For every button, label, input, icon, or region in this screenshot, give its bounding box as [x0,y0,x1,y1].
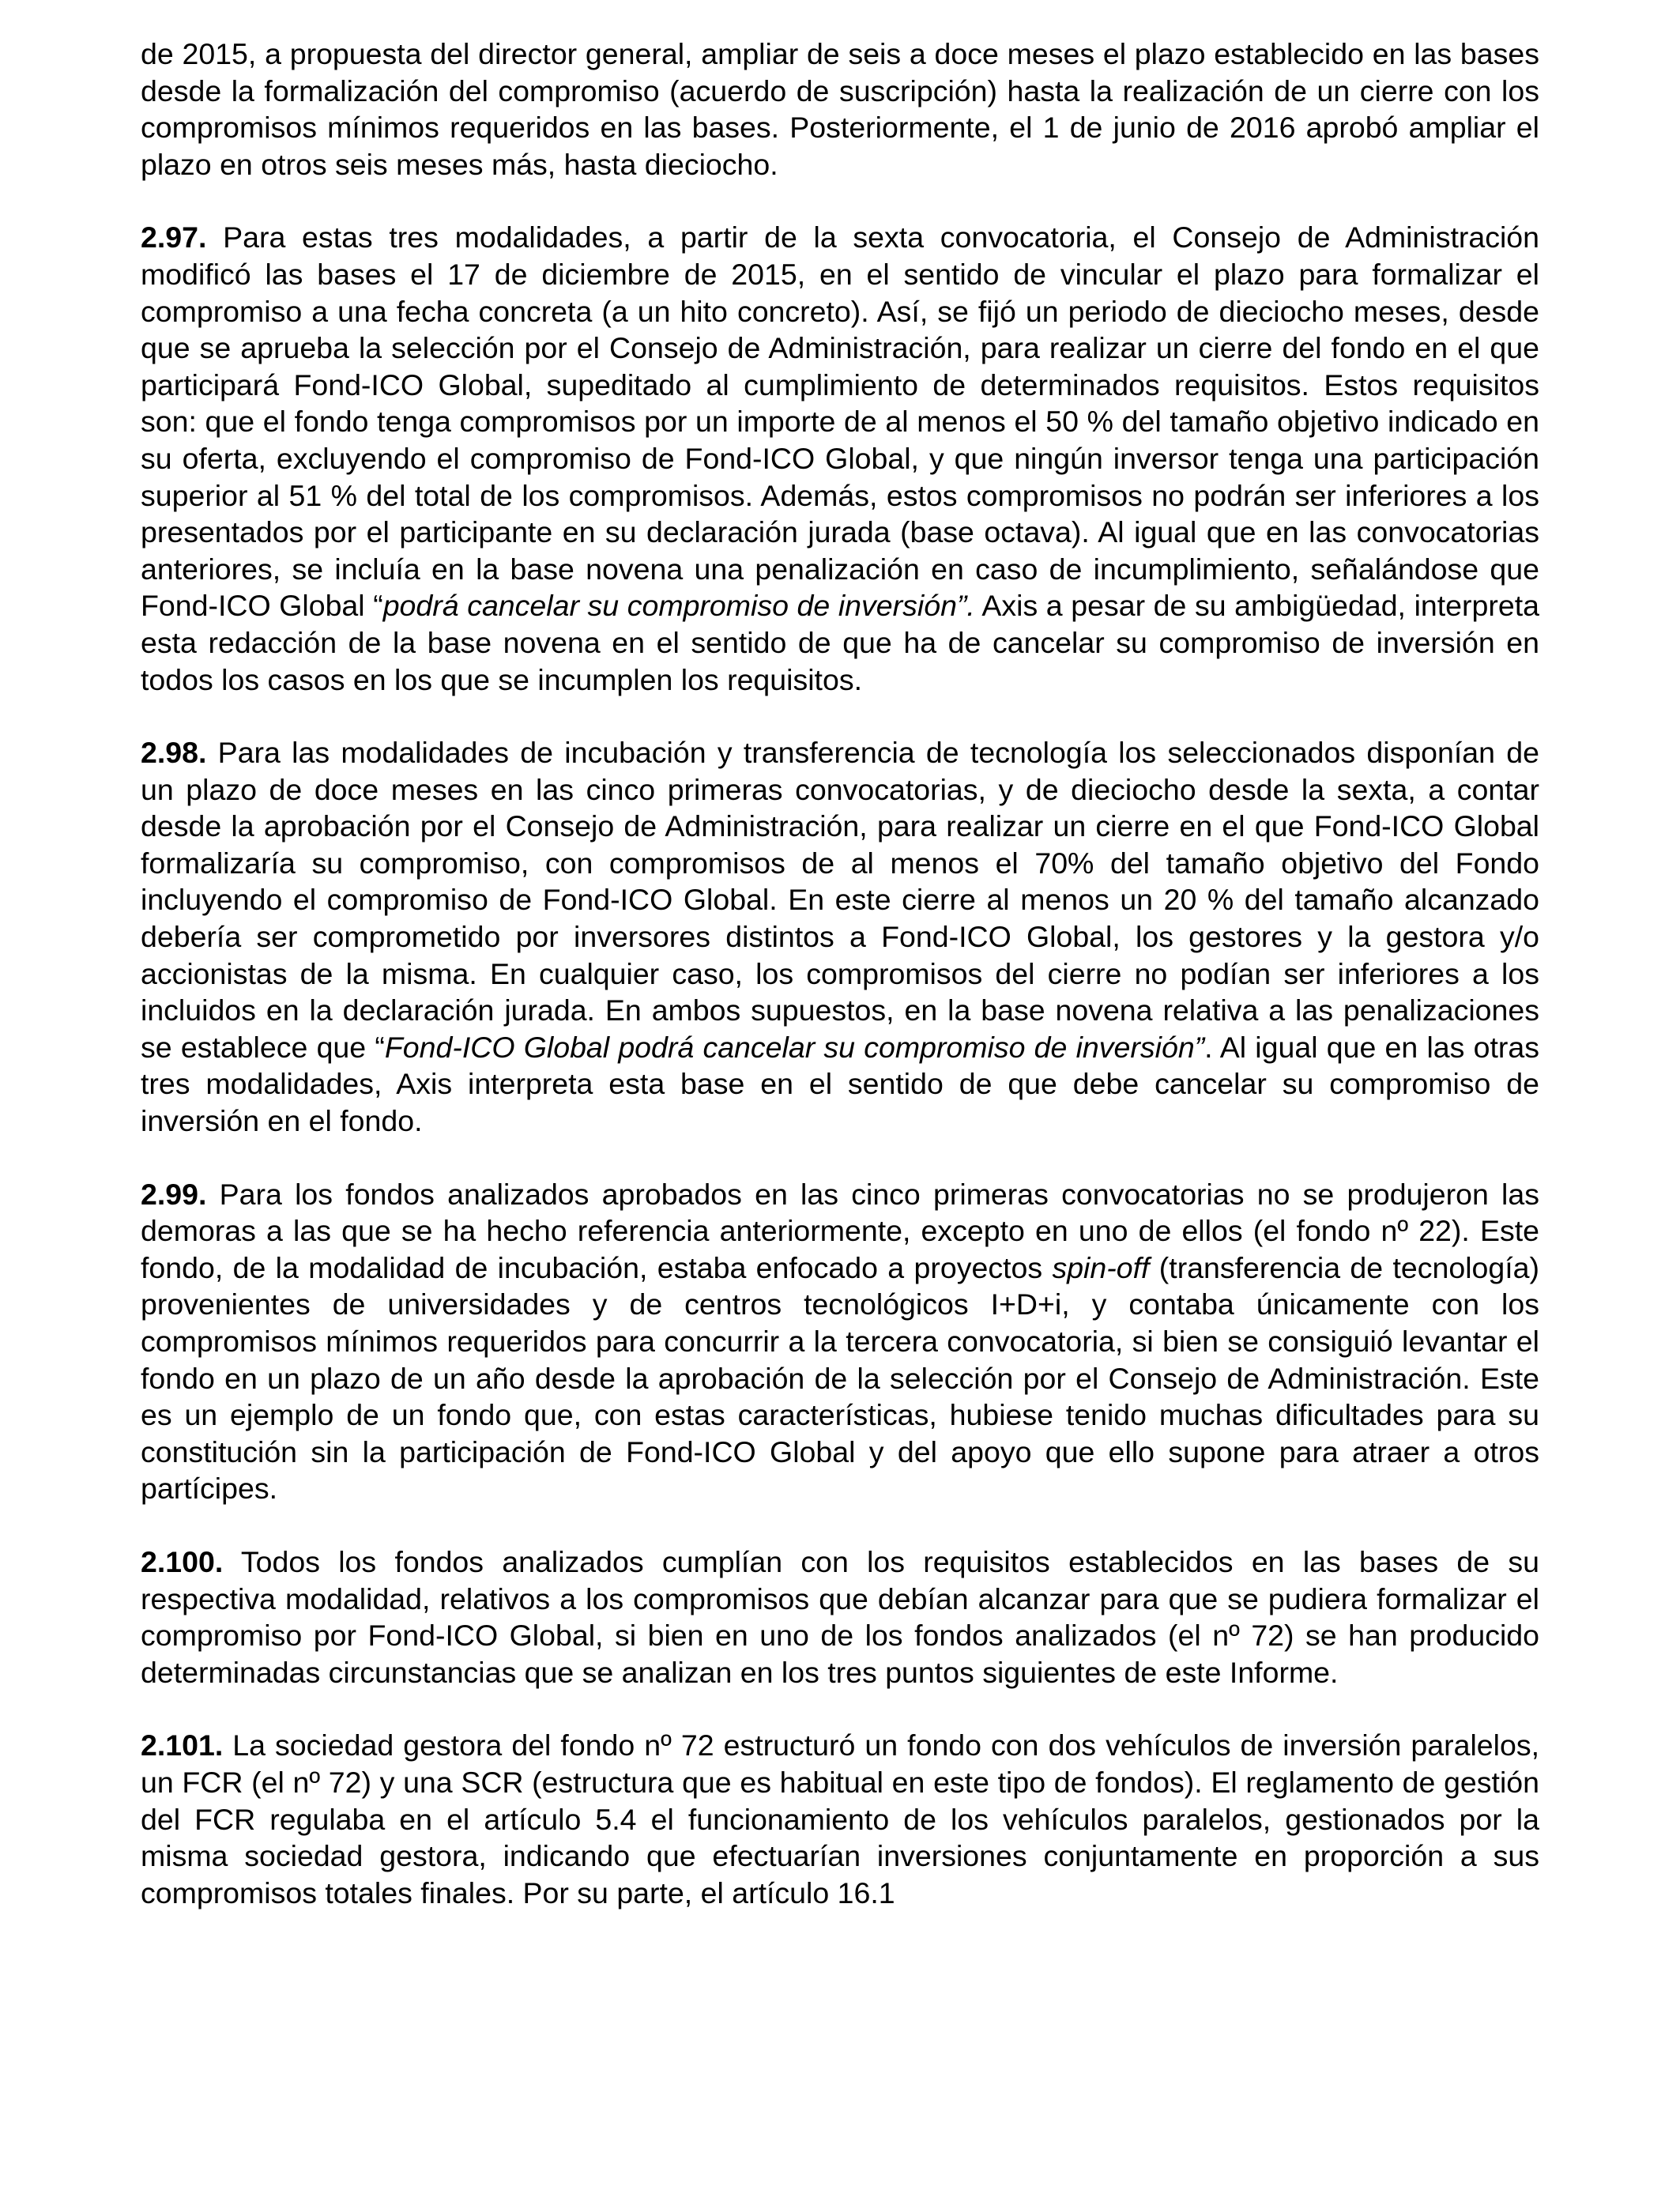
paragraph-text: de 2015, a propuesta del director general, ampliar de seis a doce meses el plazo establecido en las bases desde la formalización del compromiso (acuerdo de suscripción) hasta la realización de un cierre con los compromisos mínimos requeridos en las bases. Posteriormente, el 1 de junio de 2016 aprobó ampliar el plazo en otros seis meses más, hasta dieciocho. [141,37,1539,181]
paragraph-quote: podrá cancelar su compromiso de inversión”. [382,589,975,623]
paragraph-text: (transferencia de tecnología) provenientes de universidades y de centros tecnológicos I+D+i, y contaba únicamente con los compromisos mínimos requeridos para concurrir a la tercera convocatoria, si bien se consiguió levantar el fondo en un plazo de un año desde la aprobación de la selección por el Consejo de Administración. Este es un ejemplo de un fondo que, con estas características, hubiese tenido muchas dificultades para su constitución sin la participación de Fond-ICO Global y del apoyo que ello supone para atraer a otros partícipes. [141,1250,1540,1506]
paragraph-text: Axis a pesar de su ambigüedad, interpreta esta redacción de la base novena en el sentido de que ha de cancelar su compromiso de inversión en todos los casos en los que se incumplen los requisitos. [141,589,1539,696]
paragraph-quote: Fond-ICO Global podrá cancelar su compromiso de inversión” [384,1030,1205,1064]
paragraph-text: Para los fondos analizados aprobados en las cinco primeras convocatorias no se produjeron las demoras a las que se ha hecho referencia anteriormente, excepto en uno de ellos (el fondo nº 22). Este fondo, de la modalidad de incubación, estaba enfocado a proyectos [141,1177,1539,1284]
paragraph-2-101 [141,1727,1539,1911]
paragraph-2-100 [141,1544,1539,1691]
paragraph-number: 2.100. [141,1544,224,1578]
paragraph-2-98 [141,734,1539,1140]
paragraph-text: Para las modalidades de incubación y transferencia de tecnología los seleccionados disponían de un plazo de doce meses en las cinco primeras convocatorias, y de dieciocho desde la sexta, a contar desde la aprobación por el Consejo de Administración, para realizar un cierre en el que Fond-ICO Global formalizaría su compromiso, con compromisos de al menos el 70% del tamaño objetivo del Fondo incluyendo el compromiso de Fond-ICO Global. En este cierre al menos un 20 % del tamaño alcanzado debería ser comprometido por inversores distintos a Fond-ICO Global, los gestores y la gestora y/o accionistas de la misma. En cualquier caso, los compromisos del cierre no podían ser inferiores a los incluidos en la declaración jurada. En ambos supuestos, en la base novena relativa a las penalizaciones se establece que “ [141,736,1539,1064]
paragraph-number: 2.99. [141,1177,207,1211]
paragraph-number: 2.97. [141,221,207,254]
paragraph-continuation [141,36,1539,183]
paragraph-number: 2.101. [141,1728,224,1762]
paragraph-text: Todos los fondos analizados cumplían con los requisitos establecidos en las bases de su respectiva modalidad, relativos a los compromisos que debían alcanzar para que se pudiera formalizar el compromiso por Fond-ICO Global, si bien en uno de los fondos analizados (el nº 72) se han producido determinadas circunstancias que se analizan en los tres puntos siguientes de este Informe. [141,1544,1539,1689]
paragraph-term: spin-off [1052,1250,1150,1284]
paragraph-2-97 [141,219,1539,698]
paragraph-text: Para estas tres modalidades, a partir de la sexta convocatoria, el Consejo de Administración modificó las bases el 17 de diciembre de 2015, en el sentido de vincular el plazo para formalizar el compromiso a una fecha concreta (a un hito concreto). Así, se fijó un periodo de dieciocho meses, desde que se aprueba la selección por el Consejo de Administración, para realizar un cierre del fondo en el que participará Fond-ICO Global, supeditado al cumplimiento de determinados requisitos. Estos requisitos son: que el fondo tenga compromisos por un importe de al menos el 50 % del tamaño objetivo indicado en su oferta, excluyendo el compromiso de Fond-ICO Global, y que ningún inversor tenga una participación superior al 51 % del total de los compromisos. Además, estos compromisos no podrán ser inferiores a los presentados por el participante en su declaración jurada (base octava). Al igual que en las convocatorias anteriores, se incluía en la base novena una penalización en caso de incumplimiento, señalándose que Fond-ICO Global “ [141,221,1539,623]
paragraph-text: . Al igual que en las otras tres modalidades, Axis interpreta esta base en el sentido de que debe cancelar su compromiso de inversión en el fondo. [141,1030,1539,1138]
paragraph-text: La sociedad gestora del fondo nº 72 estructuró un fondo con dos vehículos de inversión paralelos, un FCR (el nº 72) y una SCR (estructura que es habitual en este tipo de fondos). El reglamento de gestión del FCR regulaba en el artículo 5.4 el funcionamiento de los vehículos paralelos, gestionados por la misma sociedad gestora, indicando que efectuarían inversiones conjuntamente en proporción a sus compromisos totales finales. Por su parte, el artículo 16.1 [141,1728,1539,1909]
document-page [141,36,1539,1947]
paragraph-number: 2.98. [141,736,207,770]
paragraph-2-99 [141,1176,1539,1507]
